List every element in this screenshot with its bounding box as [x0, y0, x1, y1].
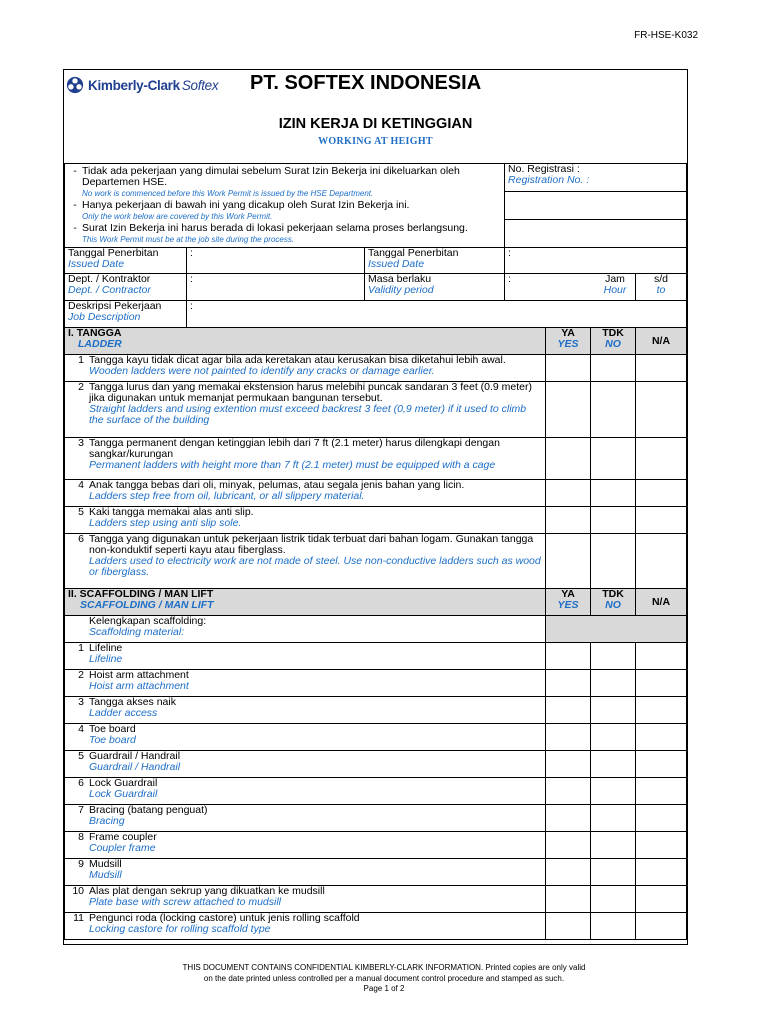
no-checkbox[interactable] — [591, 480, 636, 507]
na-checkbox[interactable] — [636, 859, 687, 886]
section-scaffolding-header: II. SCAFFOLDING / MAN LIFT SCAFFOLDING / MAN LIFT YA YES TDK NO N/A — [65, 589, 687, 616]
no-checkbox[interactable] — [591, 534, 636, 589]
permit-form — [63, 69, 688, 945]
kimberly-clark-logo — [66, 74, 218, 96]
permit-table — [64, 163, 687, 940]
na-checkbox[interactable] — [636, 697, 687, 724]
table-row: 2 Tangga lurus dan yang memakai ekstension harus melebihi puncak sandaran 3 feet (0.9 meter) jika digunakan untuk memanjat permukaan bangunan tersebut. Straight ladders and using extention must exceed backrest 3 feet (0,9 meter) if it used to climb the surface of the building — [65, 382, 687, 438]
yes-checkbox[interactable] — [546, 886, 591, 913]
table-row: 3 Tangga akses naik Ladder access — [65, 697, 687, 724]
job-description-value[interactable]: : — [187, 301, 687, 328]
yes-checkbox[interactable] — [546, 643, 591, 670]
hour-label: Jam Hour — [603, 273, 627, 296]
yes-checkbox[interactable] — [546, 832, 591, 859]
issued-date-label-right: Tanggal Penerbitan Issued Date — [365, 248, 505, 274]
table-row: 9 Mudsill Mudsill — [65, 859, 687, 886]
col-na-header: N/A — [636, 328, 687, 355]
table-row: 1 Lifeline Lifeline — [65, 643, 687, 670]
yes-checkbox[interactable] — [546, 805, 591, 832]
no-checkbox[interactable] — [591, 832, 636, 859]
form-title: IZIN KERJA DI KETINGGIAN — [278, 116, 473, 132]
no-checkbox[interactable] — [591, 913, 636, 940]
note-item: - Surat Izin Bekerja ini harus berada di lokasi pekerjaan selama proses berlangsung. This Work Permit must be at the job site during the process. — [73, 222, 468, 244]
issued-date-value[interactable]: : — [187, 248, 365, 274]
document-code: FR-HSE-K032 — [634, 30, 698, 41]
table-row: 6 Lock Guardrail Lock Guardrail — [65, 778, 687, 805]
section-ladder-header: I. TANGGA LADDER YA YES TDK NO N/A — [65, 328, 687, 355]
yes-checkbox[interactable] — [546, 724, 591, 751]
validity-label: Masa berlaku Validity period — [365, 274, 505, 301]
yes-checkbox[interactable] — [546, 355, 591, 382]
logo-sub: Softex — [181, 77, 219, 93]
table-row: 5 Guardrail / Handrail Guardrail / Handrail — [65, 751, 687, 778]
no-checkbox[interactable] — [591, 643, 636, 670]
na-checkbox[interactable] — [636, 724, 687, 751]
table-row: 4 Toe board Toe board — [65, 724, 687, 751]
na-checkbox[interactable] — [636, 643, 687, 670]
notes-cell — [65, 164, 505, 248]
table-row: 7 Bracing (batang penguat) Bracing — [65, 805, 687, 832]
na-checkbox[interactable] — [636, 534, 687, 589]
yes-checkbox[interactable] — [546, 859, 591, 886]
no-checkbox[interactable] — [591, 724, 636, 751]
dept-value[interactable]: : — [187, 274, 365, 301]
na-checkbox[interactable] — [636, 751, 687, 778]
yes-checkbox[interactable] — [546, 778, 591, 805]
na-checkbox[interactable] — [636, 480, 687, 507]
no-checkbox[interactable] — [591, 697, 636, 724]
material-gray-cell — [546, 616, 687, 643]
registration-blank[interactable] — [505, 192, 687, 220]
table-row: 1 Tangga kayu tidak dicat agar bila ada keretakan atau kerusakan bisa diketahui lebih awal. Wooden ladders were not painted to identify any cracks or damage earlier. — [65, 355, 687, 382]
na-checkbox[interactable] — [636, 507, 687, 534]
yes-checkbox[interactable] — [546, 438, 591, 480]
table-row: 6 Tangga yang digunakan untuk pekerjaan listrik tidak terbuat dari bahan logam. Gunakan tangga non-konduktif seperti kayu atau fiberglass. Ladders used to electricity work are not made of steel. Use non-conductive ladders such as wood or fiberglass. — [65, 534, 687, 589]
col-na-header: N/A — [636, 589, 687, 616]
yes-checkbox[interactable] — [546, 697, 591, 724]
table-row: Kelengkapan scaffolding: Scaffolding material: — [65, 616, 687, 643]
na-checkbox[interactable] — [636, 438, 687, 480]
page-number: Page 1 of 2 — [363, 984, 405, 993]
yes-checkbox[interactable] — [546, 534, 591, 589]
no-checkbox[interactable] — [591, 886, 636, 913]
na-checkbox[interactable] — [636, 805, 687, 832]
col-yes-header: YA YES — [546, 589, 591, 616]
form-subtitle: WORKING AT HEIGHT — [318, 136, 433, 147]
yes-checkbox[interactable] — [546, 507, 591, 534]
validity-hour-field[interactable]: : Jam Hour — [505, 274, 636, 301]
col-yes-header: YA YES — [546, 328, 591, 355]
na-checkbox[interactable] — [636, 355, 687, 382]
no-checkbox[interactable] — [591, 859, 636, 886]
col-no-header: TDK NO — [591, 589, 636, 616]
kimberly-clark-emblem-icon — [66, 76, 84, 94]
na-checkbox[interactable] — [636, 886, 687, 913]
no-checkbox[interactable] — [591, 382, 636, 438]
no-checkbox[interactable] — [591, 805, 636, 832]
no-checkbox[interactable] — [591, 670, 636, 697]
yes-checkbox[interactable] — [546, 382, 591, 438]
validity-to-label: s/d to — [636, 274, 687, 301]
no-checkbox[interactable] — [591, 355, 636, 382]
note-item: - Hanya pekerjaan di bawah ini yang dicakup oleh Surat Izin Bekerja ini. Only the work below are covered by this Work Permit. — [73, 199, 410, 221]
registration-blank[interactable] — [505, 220, 687, 248]
yes-checkbox[interactable] — [546, 480, 591, 507]
job-description-label: Deskripsi Pekerjaan Job Description — [65, 301, 187, 328]
yes-checkbox[interactable] — [546, 913, 591, 940]
na-checkbox[interactable] — [636, 382, 687, 438]
note-item: - Tidak ada pekerjaan yang dimulai sebelum Surat Izin Bekerja ini dikeluarkan oleh Departemen HSE. No work is commenced before this Work Permit is issued by the HSE Department. — [73, 165, 460, 198]
table-row: 4 Anak tangga bebas dari oli, minyak, pelumas, atau segala jenis bahan yang licin. Ladders step free from oil, lubricant, or all slippery material. — [65, 480, 687, 507]
na-checkbox[interactable] — [636, 913, 687, 940]
no-checkbox[interactable] — [591, 778, 636, 805]
registration-number-field[interactable]: No. Registrasi : Registration No. : — [505, 164, 687, 192]
dept-label: Dept. / Kontraktor Dept. / Contractor — [65, 274, 187, 301]
na-checkbox[interactable] — [636, 832, 687, 859]
issued-date-label: Tanggal Penerbitan Issued Date — [65, 248, 187, 274]
yes-checkbox[interactable] — [546, 751, 591, 778]
issued-date-value-right[interactable]: : — [505, 248, 687, 274]
table-row: 10 Alas plat dengan sekrup yang dikuatkan ke mudsill Plate base with screw attached to mudsill — [65, 886, 687, 913]
no-checkbox[interactable] — [591, 751, 636, 778]
col-no-header: TDK NO — [591, 328, 636, 355]
confidentiality-footer: THIS DOCUMENT CONTAINS CONFIDENTIAL KIMBERLY-CLARK INFORMATION. Printed copies are only valid on the date printed unless controlled per a manual document control procedure and stamped as such. Page 1 of 2 — [0, 963, 768, 995]
yes-checkbox[interactable] — [546, 670, 591, 697]
table-row: 3 Tangga permanent dengan ketinggian lebih dari 7 ft (2.1 meter) harus dilengkapi dengan sangkar/kurungan Permanent ladders with height more than 7 ft (2.1 meter) must be equipped with a cage — [65, 438, 687, 480]
table-row: 8 Frame coupler Coupler frame — [65, 832, 687, 859]
company-name: PT. SOFTEX INDONESIA — [250, 72, 482, 94]
table-row: 11 Pengunci roda (locking castore) untuk jenis rolling scaffold Locking castore for rolling scaffold type — [65, 913, 687, 940]
na-checkbox[interactable] — [636, 670, 687, 697]
table-row: 2 Hoist arm attachment Hoist arm attachment — [65, 670, 687, 697]
no-checkbox[interactable] — [591, 438, 636, 480]
logo-brand: Kimberly-Clark — [88, 77, 180, 93]
no-checkbox[interactable] — [591, 507, 636, 534]
table-row: 5 Kaki tangga memakai alas anti slip. Ladders step using anti slip sole. — [65, 507, 687, 534]
na-checkbox[interactable] — [636, 778, 687, 805]
